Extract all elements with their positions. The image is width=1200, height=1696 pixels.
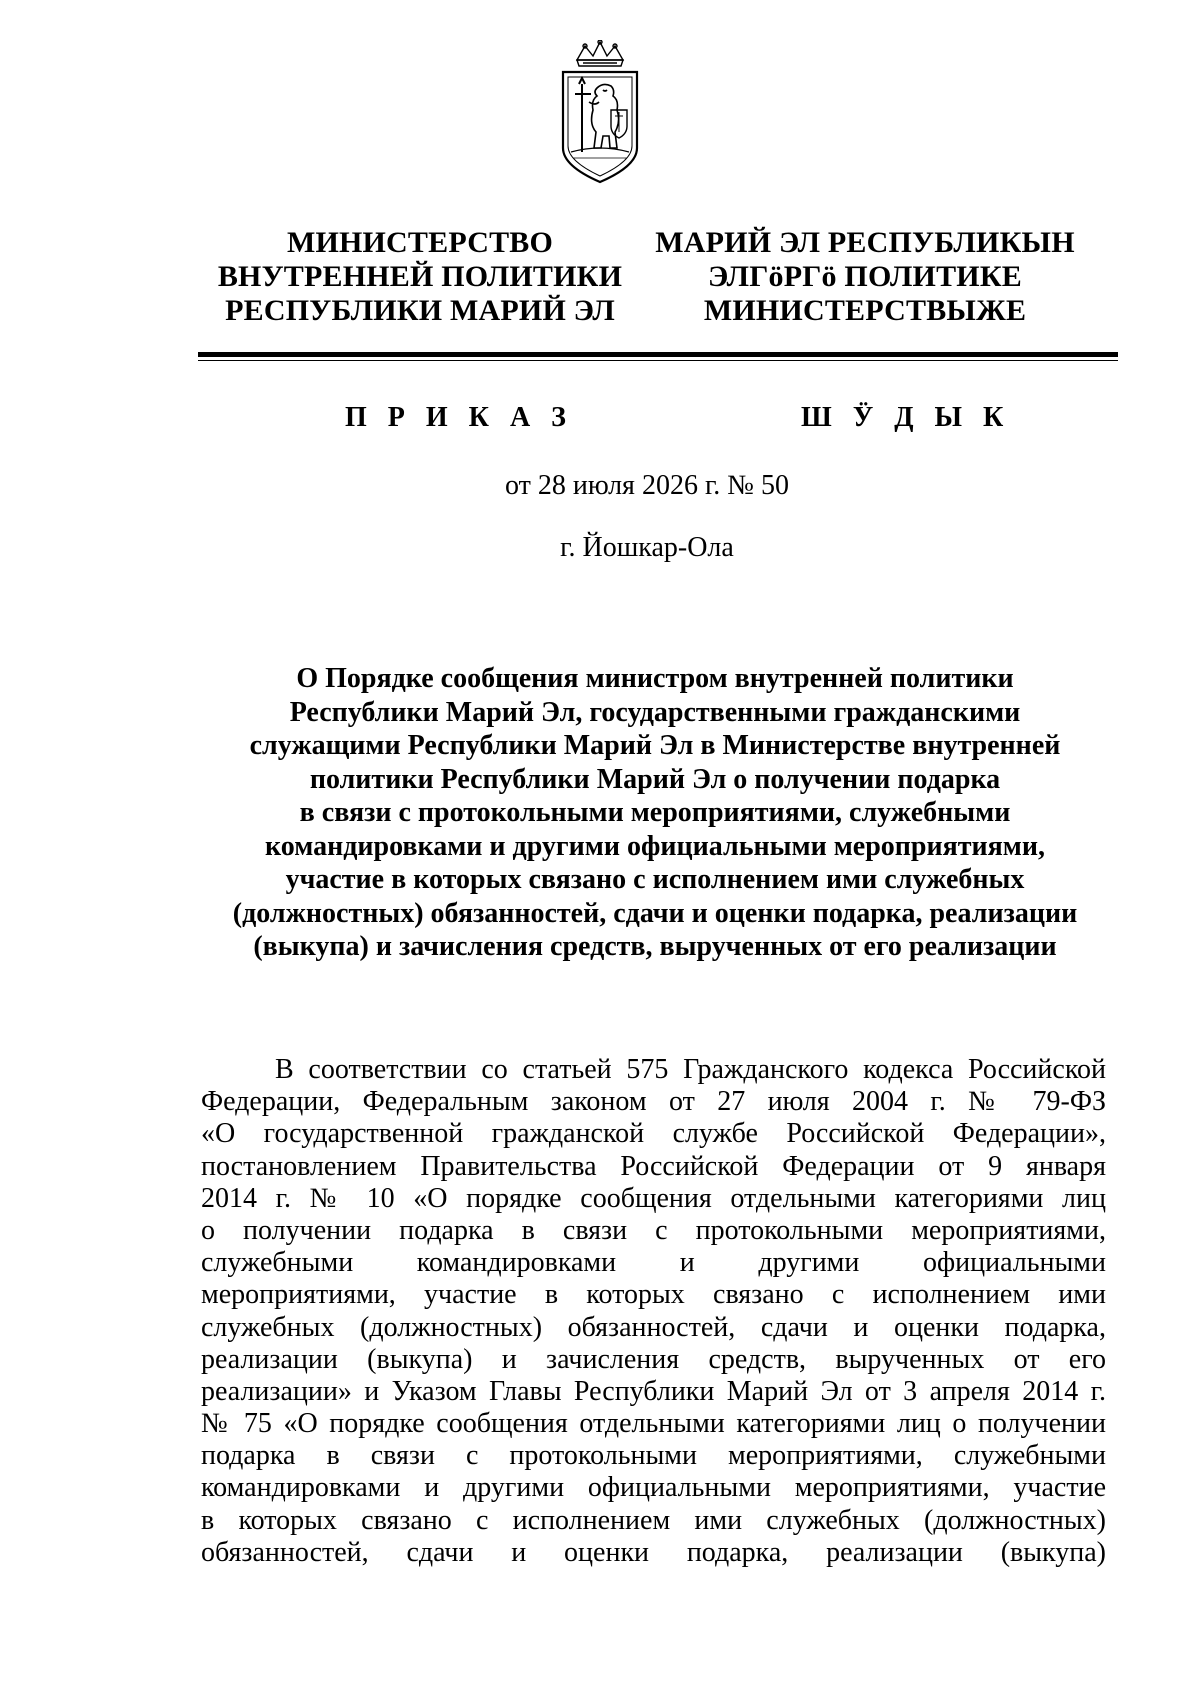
ministry-name-line: ЭЛГӧРГӧ ПОЛИТИКЕ [708,260,1022,293]
body-line: командировками и другими официальными мероприятиями, участие [201,1472,1106,1504]
body-line: № 75 «О порядке сообщения отдельными категориями лиц о получении [201,1408,1106,1440]
title-line: в связи с протокольными мероприятиями, служебными [299,797,1011,828]
title-line: (должностных) обязанностей, сдачи и оценки подарка, реализации [232,897,1078,929]
ministry-name-line: МИНИСТЕРСТВО [286,226,554,259]
title-line: командировками и другими официальными мероприятиями, [264,830,1046,862]
coat-of-arms-icon [555,40,645,190]
body-line: служебных (должностных) обязанностей, сдачи и оценки подарка, [201,1311,1106,1343]
title-line: Республики Марий Эл, государственными гражданскими [289,696,1021,728]
ministry-name-mari [655,226,1075,328]
title-line: О Порядке сообщения министром внутренней политики [296,663,1014,694]
document-city: г. Йошкар-Ола [560,532,734,563]
title-line: политики Республики Марий Эл о получении подарка [309,763,1001,795]
body-line: Федерации, Федеральным законом от 27 июля 2004 г. № 79-ФЗ [201,1086,1106,1118]
document-title [200,662,1110,964]
ministry-name-russian [210,226,630,328]
body-line: в которых связано с исполнением ими служебных (должностных) [201,1504,1106,1536]
body-line: 2014 г. № 10 «О порядке сообщения отдельными категориями лиц [201,1182,1106,1214]
document-date-number: от 28 июля 2026 г. № 50 [505,470,789,501]
title-line: участие в которых связано с исполнением ими служебных [285,864,1025,895]
body-line: реализации» и Указом Главы Республики Марий Эл от 3 апреля 2014 г. [201,1375,1106,1407]
document-type-russian: П Р И К А З [345,402,573,433]
body-line: мероприятиями, участие в которых связано с исполнением ими [201,1279,1106,1311]
body-line: «О государственной гражданской службе Российской Федерации», [201,1118,1106,1150]
body-line: о получении подарка в связи с протокольными мероприятиями, [201,1214,1106,1246]
body-line: постановлением Правительства Российской Федерации от 9 января [201,1150,1106,1182]
ministry-name-line: МИНИСТЕРСТВЫЖЕ [703,294,1027,327]
document-type-mari: Ш Ӱ Д Ы К [801,402,1011,433]
body-line: служебными командировками и другими официальными [201,1247,1106,1279]
body-line: реализации (выкупа) и зачисления средств, вырученных от его [201,1343,1106,1375]
header-divider-thick [198,352,1118,357]
document-body [201,1054,1106,1569]
body-line: обязанностей, сдачи и оценки подарка, реализации (выкупа) [201,1536,1106,1568]
header-divider-thin [198,360,1118,361]
title-line: служащими Республики Марий Эл в Министерстве внутренней [249,730,1061,761]
ministry-name-line: РЕСПУБЛИКИ МАРИЙ ЭЛ [225,294,615,327]
body-line: В соответствии со статьей 575 Гражданского кодекса Российской [275,1054,1106,1085]
ministry-name-line: ВНУТРЕННЕЙ ПОЛИТИКИ [217,260,623,293]
title-line: (выкупа) и зачисления средств, вырученных от его реализации [253,931,1057,962]
ministry-name-line: МАРИЙ ЭЛ РЕСПУБЛИКЫН [655,226,1075,259]
body-line: подарка в связи с протокольными мероприятиями, служебными [201,1440,1106,1472]
